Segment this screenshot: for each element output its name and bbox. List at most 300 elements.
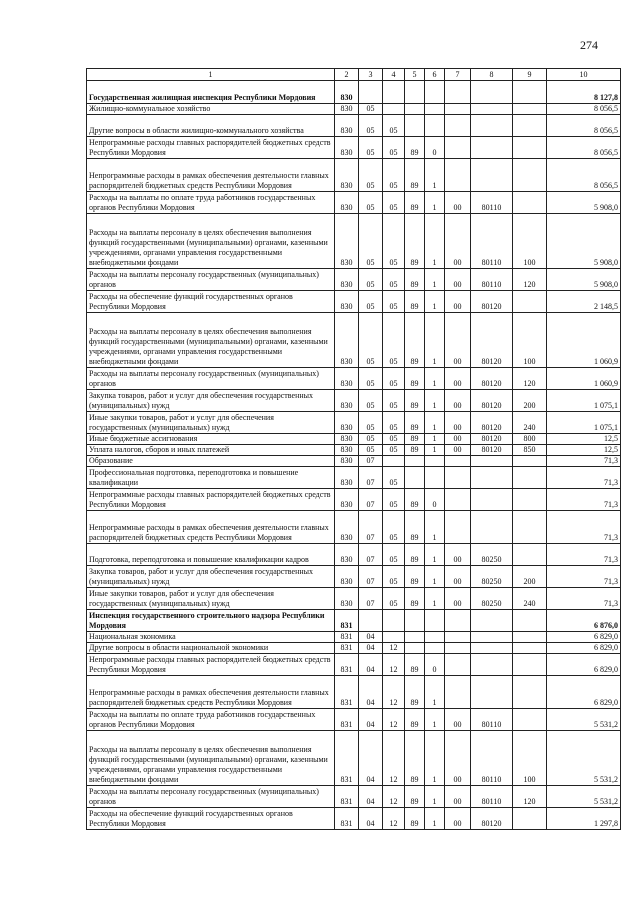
code-cell-col-5: 89 bbox=[405, 434, 425, 445]
code-cell-col-2: 831 bbox=[335, 786, 359, 808]
code-cell-col-5: 89 bbox=[405, 159, 425, 192]
row-name-cell: Непрограммные расходы главных распорядителей бюджетных средств Республики Мордовия bbox=[87, 489, 335, 511]
code-cell-col-5: 89 bbox=[405, 808, 425, 830]
code-cell-col-7 bbox=[445, 456, 471, 467]
code-cell-col-5 bbox=[405, 632, 425, 643]
code-cell-col-2: 830 bbox=[335, 566, 359, 588]
table-row bbox=[87, 654, 621, 676]
table-row bbox=[87, 709, 621, 731]
code-cell-col-6: 1 bbox=[425, 588, 445, 610]
column-header-4: 4 bbox=[383, 69, 405, 81]
code-cell-col-3: 05 bbox=[359, 269, 383, 291]
code-cell-col-2: 830 bbox=[335, 390, 359, 412]
code-cell-col-6 bbox=[425, 632, 445, 643]
code-cell-col-3: 05 bbox=[359, 412, 383, 434]
code-cell-col-6 bbox=[425, 115, 445, 137]
code-cell-col-8 bbox=[471, 654, 513, 676]
amount-cell: 71,3 bbox=[547, 544, 621, 566]
code-cell-col-7 bbox=[445, 610, 471, 632]
code-cell-col-7 bbox=[445, 654, 471, 676]
amount-cell: 6 829,0 bbox=[547, 632, 621, 643]
table-row bbox=[87, 786, 621, 808]
amount-cell: 6 829,0 bbox=[547, 654, 621, 676]
table-row bbox=[87, 445, 621, 456]
column-header-2: 2 bbox=[335, 69, 359, 81]
row-name-cell: Уплата налогов, сборов и иных платежей bbox=[87, 445, 335, 456]
code-cell-col-8: 80110 bbox=[471, 709, 513, 731]
table-row bbox=[87, 731, 621, 786]
amount-cell: 71,3 bbox=[547, 456, 621, 467]
code-cell-col-5: 89 bbox=[405, 511, 425, 544]
code-cell-col-7: 00 bbox=[445, 588, 471, 610]
row-name-cell: Государственная жилищная инспекция Республики Мордовия bbox=[87, 81, 335, 104]
code-cell-col-9: 240 bbox=[513, 412, 547, 434]
table-row bbox=[87, 456, 621, 467]
code-cell-col-3: 04 bbox=[359, 643, 383, 654]
row-name-cell: Закупка товаров, работ и услуг для обеспечения государственных (муниципальных) нужд bbox=[87, 390, 335, 412]
table-row bbox=[87, 544, 621, 566]
code-cell-col-6: 1 bbox=[425, 786, 445, 808]
code-cell-col-7: 00 bbox=[445, 709, 471, 731]
row-name-cell: Иные бюджетные ассигнования bbox=[87, 434, 335, 445]
code-cell-col-2: 831 bbox=[335, 654, 359, 676]
row-name-cell: Иные закупки товаров, работ и услуг для обеспечения государственных (муниципальных) нужд bbox=[87, 412, 335, 434]
code-cell-col-7: 00 bbox=[445, 544, 471, 566]
row-name-cell: Расходы на выплаты персоналу государственных (муниципальных) органов bbox=[87, 269, 335, 291]
code-cell-col-5 bbox=[405, 104, 425, 115]
code-cell-col-5: 89 bbox=[405, 313, 425, 368]
code-cell-col-6: 1 bbox=[425, 269, 445, 291]
code-cell-col-9: 100 bbox=[513, 313, 547, 368]
row-name-cell: Закупка товаров, работ и услуг для обеспечения государственных (муниципальных) нужд bbox=[87, 566, 335, 588]
amount-cell: 8 056,5 bbox=[547, 115, 621, 137]
code-cell-col-8 bbox=[471, 456, 513, 467]
code-cell-col-4: 05 bbox=[383, 588, 405, 610]
amount-cell: 1 075,1 bbox=[547, 390, 621, 412]
code-cell-col-7: 00 bbox=[445, 434, 471, 445]
code-cell-col-9: 120 bbox=[513, 368, 547, 390]
code-cell-col-9 bbox=[513, 159, 547, 192]
row-name-cell: Расходы на выплаты персоналу в целях обеспечения выполнения функций государственными (муниципальными) органами, казенными учреждениями, органами управления государственными внебюджетными фондами bbox=[87, 313, 335, 368]
code-cell-col-3: 05 bbox=[359, 214, 383, 269]
table-row bbox=[87, 291, 621, 313]
code-cell-col-8 bbox=[471, 610, 513, 632]
code-cell-col-2: 830 bbox=[335, 412, 359, 434]
code-cell-col-9: 240 bbox=[513, 588, 547, 610]
code-cell-col-9 bbox=[513, 81, 547, 104]
code-cell-col-3 bbox=[359, 81, 383, 104]
table-row bbox=[87, 214, 621, 269]
code-cell-col-2: 830 bbox=[335, 368, 359, 390]
code-cell-col-5: 89 bbox=[405, 588, 425, 610]
amount-cell: 12,5 bbox=[547, 445, 621, 456]
code-cell-col-5: 89 bbox=[405, 291, 425, 313]
code-cell-col-4 bbox=[383, 632, 405, 643]
code-cell-col-4: 05 bbox=[383, 368, 405, 390]
code-cell-col-9 bbox=[513, 544, 547, 566]
code-cell-col-4: 05 bbox=[383, 467, 405, 489]
code-cell-col-2: 830 bbox=[335, 115, 359, 137]
code-cell-col-4: 05 bbox=[383, 159, 405, 192]
row-name-cell: Национальная экономика bbox=[87, 632, 335, 643]
table-row bbox=[87, 269, 621, 291]
table-row bbox=[87, 115, 621, 137]
amount-cell: 8 056,5 bbox=[547, 104, 621, 115]
code-cell-col-6: 1 bbox=[425, 390, 445, 412]
table-row bbox=[87, 137, 621, 159]
code-cell-col-2: 830 bbox=[335, 434, 359, 445]
code-cell-col-6: 1 bbox=[425, 434, 445, 445]
row-name-cell: Иные закупки товаров, работ и услуг для обеспечения государственных (муниципальных) нужд bbox=[87, 588, 335, 610]
code-cell-col-6: 0 bbox=[425, 489, 445, 511]
code-cell-col-2: 830 bbox=[335, 588, 359, 610]
code-cell-col-9 bbox=[513, 456, 547, 467]
amount-cell: 6 829,0 bbox=[547, 676, 621, 709]
table-row bbox=[87, 434, 621, 445]
code-cell-col-8: 80120 bbox=[471, 368, 513, 390]
code-cell-col-7 bbox=[445, 489, 471, 511]
code-cell-col-6: 1 bbox=[425, 544, 445, 566]
code-cell-col-3: 04 bbox=[359, 676, 383, 709]
row-name-cell: Расходы на обеспечение функций государственных органов Республики Мордовия bbox=[87, 808, 335, 830]
row-name-cell: Непрограммные расходы главных распорядителей бюджетных средств Республики Мордовия bbox=[87, 137, 335, 159]
code-cell-col-6: 1 bbox=[425, 214, 445, 269]
row-name-cell: Расходы на выплаты персоналу государственных (муниципальных) органов bbox=[87, 786, 335, 808]
table-row bbox=[87, 588, 621, 610]
code-cell-col-9 bbox=[513, 489, 547, 511]
code-cell-col-2: 830 bbox=[335, 81, 359, 104]
code-cell-col-6: 1 bbox=[425, 808, 445, 830]
code-cell-col-4: 05 bbox=[383, 214, 405, 269]
code-cell-col-9 bbox=[513, 104, 547, 115]
table-row bbox=[87, 632, 621, 643]
code-cell-col-3: 07 bbox=[359, 467, 383, 489]
code-cell-col-7: 00 bbox=[445, 412, 471, 434]
column-header-8: 8 bbox=[471, 69, 513, 81]
code-cell-col-2: 830 bbox=[335, 104, 359, 115]
code-cell-col-3 bbox=[359, 610, 383, 632]
code-cell-col-2: 830 bbox=[335, 137, 359, 159]
code-cell-col-3: 07 bbox=[359, 511, 383, 544]
code-cell-col-4 bbox=[383, 610, 405, 632]
column-header-1: 1 bbox=[87, 69, 335, 81]
code-cell-col-9: 100 bbox=[513, 214, 547, 269]
code-cell-col-5: 89 bbox=[405, 654, 425, 676]
code-cell-col-9 bbox=[513, 643, 547, 654]
code-cell-col-2: 831 bbox=[335, 808, 359, 830]
table-body bbox=[87, 81, 621, 830]
code-cell-col-4 bbox=[383, 104, 405, 115]
row-name-cell: Подготовка, переподготовка и повышение квалификации кадров bbox=[87, 544, 335, 566]
code-cell-col-7 bbox=[445, 632, 471, 643]
code-cell-col-7: 00 bbox=[445, 192, 471, 214]
code-cell-col-3: 05 bbox=[359, 291, 383, 313]
table-row bbox=[87, 81, 621, 104]
amount-cell: 71,3 bbox=[547, 566, 621, 588]
row-name-cell: Расходы на выплаты персоналу в целях обеспечения выполнения функций государственными (муниципальными) органами, казенными учреждениями, органами управления государственными внебюджетными фондами bbox=[87, 214, 335, 269]
amount-cell: 5 908,0 bbox=[547, 192, 621, 214]
code-cell-col-5: 89 bbox=[405, 412, 425, 434]
code-cell-col-2: 830 bbox=[335, 511, 359, 544]
code-cell-col-2: 830 bbox=[335, 192, 359, 214]
row-name-cell: Непрограммные расходы в рамках обеспечения деятельности главных распорядителей бюджетных средств Республики Мордовия bbox=[87, 676, 335, 709]
amount-cell: 6 829,0 bbox=[547, 643, 621, 654]
code-cell-col-3: 05 bbox=[359, 137, 383, 159]
code-cell-col-6 bbox=[425, 643, 445, 654]
amount-cell: 8 127,8 bbox=[547, 81, 621, 104]
code-cell-col-4: 05 bbox=[383, 511, 405, 544]
code-cell-col-5: 89 bbox=[405, 445, 425, 456]
row-name-cell: Расходы на выплаты по оплате труда работников государственных органов Республики Мордовия bbox=[87, 192, 335, 214]
code-cell-col-8: 80250 bbox=[471, 588, 513, 610]
code-cell-col-5 bbox=[405, 115, 425, 137]
amount-cell: 71,3 bbox=[547, 489, 621, 511]
row-name-cell: Непрограммные расходы главных распорядителей бюджетных средств Республики Мордовия bbox=[87, 654, 335, 676]
code-cell-col-6: 1 bbox=[425, 511, 445, 544]
code-cell-col-7 bbox=[445, 137, 471, 159]
code-cell-col-7: 00 bbox=[445, 291, 471, 313]
code-cell-col-4: 05 bbox=[383, 192, 405, 214]
code-cell-col-2: 830 bbox=[335, 445, 359, 456]
code-cell-col-9 bbox=[513, 808, 547, 830]
code-cell-col-7 bbox=[445, 104, 471, 115]
code-cell-col-6: 0 bbox=[425, 654, 445, 676]
code-cell-col-8: 80110 bbox=[471, 192, 513, 214]
code-cell-col-6: 1 bbox=[425, 412, 445, 434]
code-cell-col-5: 89 bbox=[405, 544, 425, 566]
code-cell-col-8: 80110 bbox=[471, 731, 513, 786]
table-header-row bbox=[87, 69, 621, 81]
row-name-cell: Другие вопросы в области жилищно-коммунального хозяйства bbox=[87, 115, 335, 137]
code-cell-col-4: 05 bbox=[383, 269, 405, 291]
code-cell-col-8 bbox=[471, 137, 513, 159]
code-cell-col-7 bbox=[445, 676, 471, 709]
amount-cell: 71,3 bbox=[547, 511, 621, 544]
code-cell-col-8: 80120 bbox=[471, 390, 513, 412]
code-cell-col-8 bbox=[471, 467, 513, 489]
code-cell-col-6 bbox=[425, 81, 445, 104]
code-cell-col-9 bbox=[513, 709, 547, 731]
amount-cell: 5 531,2 bbox=[547, 786, 621, 808]
row-name-cell: Расходы на выплаты персоналу в целях обеспечения выполнения функций государственными (муниципальными) органами, казенными учреждениями, органами управления государственными внебюджетными фондами bbox=[87, 731, 335, 786]
code-cell-col-4: 12 bbox=[383, 709, 405, 731]
row-name-cell: Непрограммные расходы в рамках обеспечения деятельности главных распорядителей бюджетных средств Республики Мордовия bbox=[87, 159, 335, 192]
code-cell-col-9 bbox=[513, 291, 547, 313]
code-cell-col-4: 12 bbox=[383, 643, 405, 654]
code-cell-col-6: 1 bbox=[425, 566, 445, 588]
code-cell-col-2: 831 bbox=[335, 731, 359, 786]
code-cell-col-3: 05 bbox=[359, 434, 383, 445]
code-cell-col-3: 04 bbox=[359, 654, 383, 676]
code-cell-col-2: 830 bbox=[335, 159, 359, 192]
code-cell-col-5 bbox=[405, 467, 425, 489]
amount-cell: 5 531,2 bbox=[547, 731, 621, 786]
table-row bbox=[87, 313, 621, 368]
code-cell-col-7: 00 bbox=[445, 214, 471, 269]
code-cell-col-2: 830 bbox=[335, 291, 359, 313]
code-cell-col-4 bbox=[383, 456, 405, 467]
amount-cell: 6 876,0 bbox=[547, 610, 621, 632]
amount-cell: 71,3 bbox=[547, 588, 621, 610]
code-cell-col-6: 1 bbox=[425, 731, 445, 786]
code-cell-col-9: 200 bbox=[513, 566, 547, 588]
amount-cell: 5 908,0 bbox=[547, 269, 621, 291]
amount-cell: 1 060,9 bbox=[547, 368, 621, 390]
code-cell-col-9 bbox=[513, 192, 547, 214]
column-header-10: 10 bbox=[547, 69, 621, 81]
table-row bbox=[87, 566, 621, 588]
code-cell-col-7 bbox=[445, 159, 471, 192]
table-row bbox=[87, 368, 621, 390]
code-cell-col-4: 05 bbox=[383, 137, 405, 159]
code-cell-col-3: 05 bbox=[359, 104, 383, 115]
code-cell-col-4: 12 bbox=[383, 808, 405, 830]
code-cell-col-3: 07 bbox=[359, 544, 383, 566]
code-cell-col-9: 120 bbox=[513, 786, 547, 808]
code-cell-col-7: 00 bbox=[445, 269, 471, 291]
code-cell-col-4: 05 bbox=[383, 412, 405, 434]
code-cell-col-9 bbox=[513, 610, 547, 632]
code-cell-col-8: 80110 bbox=[471, 269, 513, 291]
column-header-3: 3 bbox=[359, 69, 383, 81]
code-cell-col-6: 1 bbox=[425, 445, 445, 456]
code-cell-col-9: 850 bbox=[513, 445, 547, 456]
code-cell-col-5: 89 bbox=[405, 368, 425, 390]
code-cell-col-9 bbox=[513, 632, 547, 643]
column-header-9: 9 bbox=[513, 69, 547, 81]
code-cell-col-4: 12 bbox=[383, 731, 405, 786]
row-name-cell: Расходы на выплаты персоналу государственных (муниципальных) органов bbox=[87, 368, 335, 390]
code-cell-col-9 bbox=[513, 137, 547, 159]
code-cell-col-5 bbox=[405, 643, 425, 654]
table-row bbox=[87, 643, 621, 654]
code-cell-col-9: 120 bbox=[513, 269, 547, 291]
row-name-cell: Непрограммные расходы в рамках обеспечения деятельности главных распорядителей бюджетных средств Республики Мордовия bbox=[87, 511, 335, 544]
code-cell-col-3: 04 bbox=[359, 786, 383, 808]
row-name-cell: Инспекция государственного строительного надзора Республики Мордовия bbox=[87, 610, 335, 632]
code-cell-col-9 bbox=[513, 654, 547, 676]
code-cell-col-3: 04 bbox=[359, 808, 383, 830]
code-cell-col-6: 0 bbox=[425, 137, 445, 159]
code-cell-col-6 bbox=[425, 610, 445, 632]
table-row bbox=[87, 808, 621, 830]
code-cell-col-5: 89 bbox=[405, 676, 425, 709]
code-cell-col-5: 89 bbox=[405, 192, 425, 214]
code-cell-col-8 bbox=[471, 632, 513, 643]
code-cell-col-2: 831 bbox=[335, 610, 359, 632]
amount-cell: 12,5 bbox=[547, 434, 621, 445]
amount-cell: 8 056,5 bbox=[547, 159, 621, 192]
code-cell-col-6 bbox=[425, 467, 445, 489]
amount-cell: 1 297,8 bbox=[547, 808, 621, 830]
code-cell-col-4: 05 bbox=[383, 445, 405, 456]
code-cell-col-9: 100 bbox=[513, 731, 547, 786]
code-cell-col-5: 89 bbox=[405, 709, 425, 731]
column-header-5: 5 bbox=[405, 69, 425, 81]
amount-cell: 8 056,5 bbox=[547, 137, 621, 159]
code-cell-col-9: 800 bbox=[513, 434, 547, 445]
code-cell-col-7 bbox=[445, 115, 471, 137]
row-name-cell: Образование bbox=[87, 456, 335, 467]
code-cell-col-2: 830 bbox=[335, 214, 359, 269]
code-cell-col-7 bbox=[445, 511, 471, 544]
code-cell-col-4: 05 bbox=[383, 115, 405, 137]
code-cell-col-8: 80120 bbox=[471, 313, 513, 368]
code-cell-col-3: 07 bbox=[359, 489, 383, 511]
code-cell-col-7: 00 bbox=[445, 808, 471, 830]
code-cell-col-4: 12 bbox=[383, 676, 405, 709]
code-cell-col-3: 05 bbox=[359, 390, 383, 412]
table-row bbox=[87, 390, 621, 412]
code-cell-col-9 bbox=[513, 467, 547, 489]
code-cell-col-2: 831 bbox=[335, 709, 359, 731]
column-header-6: 6 bbox=[425, 69, 445, 81]
code-cell-col-3: 04 bbox=[359, 632, 383, 643]
code-cell-col-5: 89 bbox=[405, 489, 425, 511]
code-cell-col-5: 89 bbox=[405, 137, 425, 159]
code-cell-col-9 bbox=[513, 115, 547, 137]
table-row bbox=[87, 676, 621, 709]
code-cell-col-5 bbox=[405, 610, 425, 632]
code-cell-col-3: 04 bbox=[359, 709, 383, 731]
code-cell-col-9 bbox=[513, 676, 547, 709]
code-cell-col-8: 80120 bbox=[471, 434, 513, 445]
code-cell-col-3: 05 bbox=[359, 115, 383, 137]
code-cell-col-4: 05 bbox=[383, 489, 405, 511]
row-name-cell: Профессиональная подготовка, переподготовка и повышение квалификации bbox=[87, 467, 335, 489]
table-row bbox=[87, 104, 621, 115]
code-cell-col-3: 07 bbox=[359, 456, 383, 467]
budget-table bbox=[86, 68, 621, 830]
row-name-cell: Другие вопросы в области национальной экономики bbox=[87, 643, 335, 654]
code-cell-col-2: 831 bbox=[335, 643, 359, 654]
code-cell-col-7 bbox=[445, 81, 471, 104]
code-cell-col-2: 830 bbox=[335, 269, 359, 291]
code-cell-col-8: 80250 bbox=[471, 544, 513, 566]
code-cell-col-7: 00 bbox=[445, 445, 471, 456]
amount-cell: 1 060,9 bbox=[547, 313, 621, 368]
code-cell-col-3: 05 bbox=[359, 159, 383, 192]
amount-cell: 1 075,1 bbox=[547, 412, 621, 434]
code-cell-col-6: 1 bbox=[425, 313, 445, 368]
code-cell-col-6: 1 bbox=[425, 291, 445, 313]
code-cell-col-8 bbox=[471, 511, 513, 544]
code-cell-col-4: 05 bbox=[383, 566, 405, 588]
code-cell-col-8 bbox=[471, 489, 513, 511]
code-cell-col-4: 05 bbox=[383, 313, 405, 368]
row-name-cell: Расходы на выплаты по оплате труда работников государственных органов Республики Мордовия bbox=[87, 709, 335, 731]
code-cell-col-2: 830 bbox=[335, 467, 359, 489]
table-row bbox=[87, 412, 621, 434]
code-cell-col-8 bbox=[471, 159, 513, 192]
code-cell-col-7 bbox=[445, 643, 471, 654]
code-cell-col-8 bbox=[471, 81, 513, 104]
code-cell-col-8 bbox=[471, 643, 513, 654]
code-cell-col-5 bbox=[405, 456, 425, 467]
code-cell-col-8: 80120 bbox=[471, 291, 513, 313]
code-cell-col-6 bbox=[425, 456, 445, 467]
page-number: 274 bbox=[580, 38, 598, 52]
code-cell-col-7: 00 bbox=[445, 313, 471, 368]
code-cell-col-5: 89 bbox=[405, 390, 425, 412]
code-cell-col-7: 00 bbox=[445, 390, 471, 412]
code-cell-col-8: 80250 bbox=[471, 566, 513, 588]
code-cell-col-2: 830 bbox=[335, 544, 359, 566]
code-cell-col-4: 05 bbox=[383, 390, 405, 412]
amount-cell: 71,3 bbox=[547, 467, 621, 489]
code-cell-col-7: 00 bbox=[445, 368, 471, 390]
amount-cell: 2 148,5 bbox=[547, 291, 621, 313]
